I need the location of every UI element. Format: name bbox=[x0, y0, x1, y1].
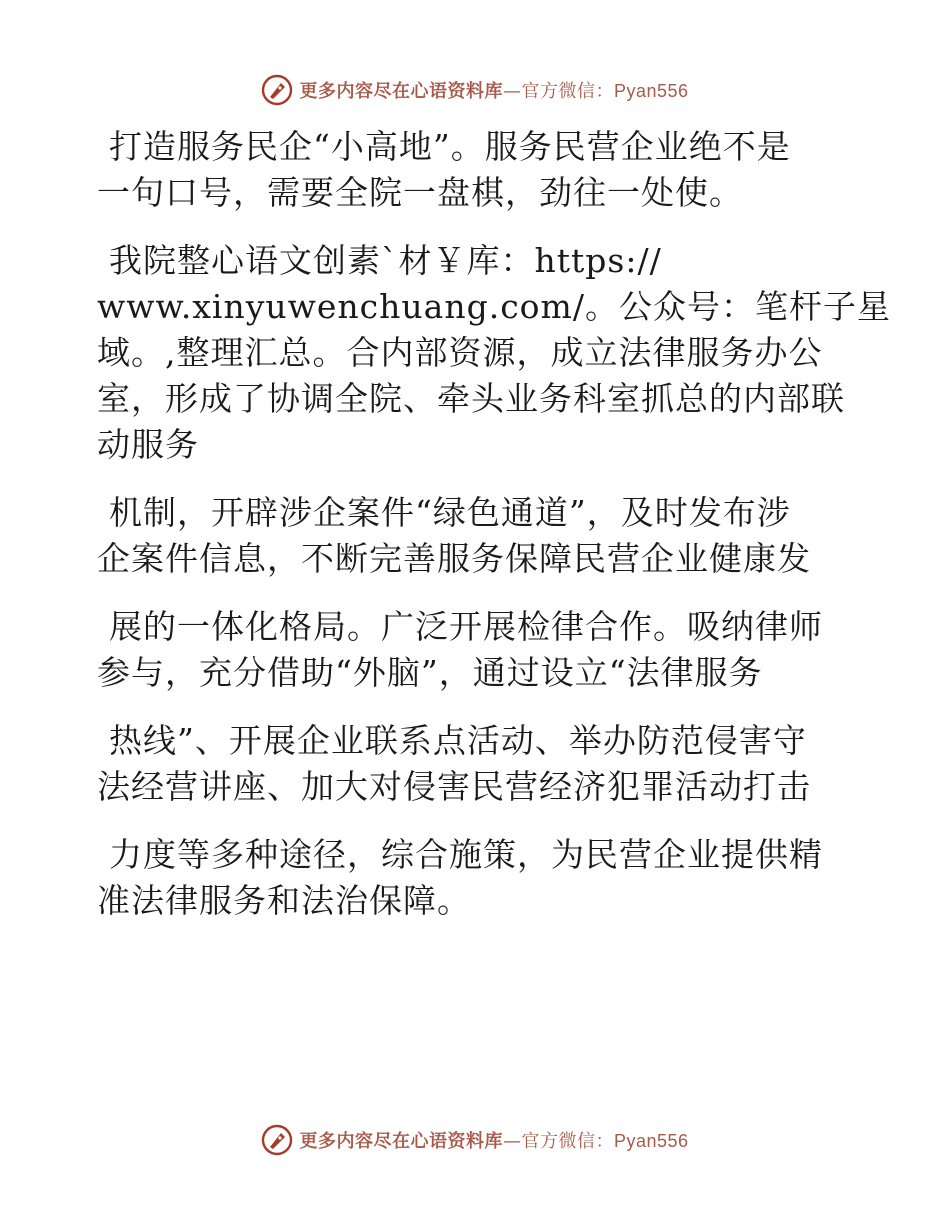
watermark-wechat-handle: Pyan556 bbox=[613, 1131, 689, 1151]
body-line: 展的一体化格局。广泛开展检律合作。吸纳律师 bbox=[109, 607, 823, 646]
body-line: 机制，开辟涉企案件“绿色通道”，及时发布涉 bbox=[109, 493, 791, 532]
watermark-dash: — bbox=[502, 81, 522, 102]
watermark-text bbox=[299, 77, 688, 103]
pen-nib-seal-icon bbox=[261, 1124, 293, 1156]
body-line: 打造服务民企“小高地”。服务民营企业绝不是 bbox=[109, 127, 791, 166]
body-line: www.xinyuwenchuang.com/。公众号：笔杆子星 bbox=[97, 287, 891, 326]
body-line: 我院整心语文创素`材￥库：https:// bbox=[109, 241, 662, 280]
body-line: 室，形成了协调全院、牵头业务科室抓总的内部联 bbox=[97, 379, 845, 418]
watermark-dash: — bbox=[502, 1131, 522, 1152]
watermark-wechat-label: 官方微信： bbox=[521, 1131, 614, 1152]
document-body bbox=[97, 124, 891, 924]
body-line: 准法律服务和法治保障。 bbox=[97, 881, 471, 920]
body-line: 动服务 bbox=[97, 425, 199, 464]
watermark-main-text: 更多内容尽在心语资料库 bbox=[299, 81, 503, 102]
body-line: 法经营讲座、加大对侵害民营经济犯罪活动打击 bbox=[97, 767, 811, 806]
watermark-wechat-label: 官方微信： bbox=[521, 81, 614, 102]
watermark-main-text: 更多内容尽在心语资料库 bbox=[299, 1131, 503, 1152]
body-line: 参与，充分借助“外脑”，通过设立“法律服务 bbox=[97, 653, 763, 692]
watermark-wechat-handle: Pyan556 bbox=[613, 81, 689, 101]
pen-nib-seal-icon bbox=[261, 74, 293, 106]
body-line: 域。,整理汇总。合内部资源，成立法律服务办公 bbox=[97, 333, 823, 372]
footer-watermark bbox=[0, 1120, 950, 1160]
body-line: 热线”、开展企业联系点活动、举办防范侵害守 bbox=[109, 721, 807, 760]
body-line: 力度等多种途径，综合施策，为民营企业提供精 bbox=[109, 835, 823, 874]
watermark-text bbox=[299, 1127, 688, 1153]
body-line: 一句口号，需要全院一盘棋，劲往一处使。 bbox=[97, 173, 743, 212]
header-watermark bbox=[0, 70, 950, 110]
body-line: 企案件信息，不断完善服务保障民营企业健康发 bbox=[97, 539, 811, 578]
